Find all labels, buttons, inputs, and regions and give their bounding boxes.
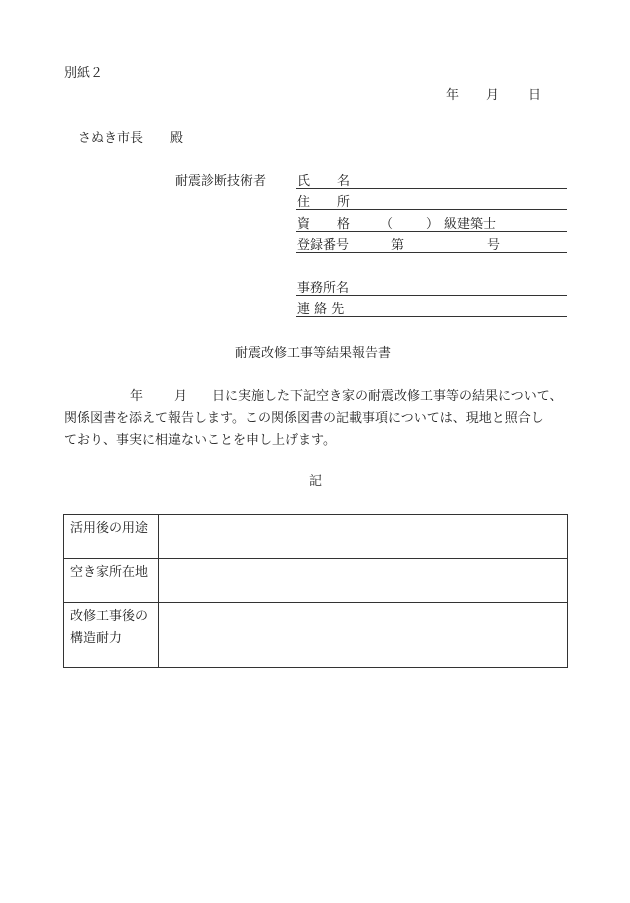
registration-underline (296, 252, 567, 253)
name-label-1: 氏 (297, 174, 311, 189)
row-value-location[interactable] (159, 559, 568, 603)
contact-label: 連 絡 先 (297, 302, 345, 317)
qualification-underline (296, 231, 567, 232)
row-label-structural (64, 603, 159, 668)
row-label-usage (64, 515, 159, 559)
qualification-label-1: 資 (297, 217, 311, 232)
row-value-usage[interactable] (159, 515, 568, 559)
table-row (64, 559, 568, 603)
applicant-role: 耐震診断技術者 (175, 174, 267, 189)
row-label-line: 活用後の用途 (70, 521, 149, 536)
row-label-location (64, 559, 159, 603)
date-year-label: 年 (446, 88, 460, 103)
body-line-1-rest: 日に実施した下記空き家の耐震改修工事等の結果について、 (212, 389, 563, 404)
table-row (64, 603, 568, 668)
name-underline (296, 188, 567, 189)
table-row (64, 515, 568, 559)
body-line-2: 関係図書を添えて報告します。この関係図書の記載事項については、現地と照合し (64, 411, 544, 426)
body-line-3: ており、事実に相違ないことを申し上げます。 (64, 433, 336, 448)
row-label-line: 改修工事後の (70, 609, 149, 624)
date-day-label: 日 (528, 88, 542, 103)
qualification-label-2: 格 (337, 217, 351, 232)
addressee-name: さぬき市長 (78, 131, 144, 146)
row-label-line: 空き家所在地 (70, 565, 149, 580)
contact-underline (296, 316, 567, 317)
details-table (63, 514, 568, 668)
registration-label: 登録番号 (297, 238, 350, 253)
body-year: 年 (130, 389, 144, 404)
ki-mark: 記 (309, 474, 323, 489)
qualification-suffix: 級建築士 (444, 217, 497, 232)
date-month-label: 月 (486, 88, 500, 103)
addressee-honorific: 殿 (170, 131, 184, 146)
qualification-paren-close: ） (426, 217, 440, 232)
office-underline (296, 295, 567, 296)
row-value-structural[interactable] (159, 603, 568, 668)
annex-label: 別紙２ (64, 66, 104, 81)
body-month: 月 (174, 389, 188, 404)
address-label-1: 住 (297, 195, 311, 210)
registration-dai: 第 (391, 238, 405, 253)
report-title: 耐震改修工事等結果報告書 (235, 346, 392, 361)
registration-go: 号 (487, 238, 501, 253)
row-label-line: 構造耐力 (70, 631, 123, 646)
address-underline (296, 209, 567, 210)
office-label: 事務所名 (297, 281, 350, 296)
address-label-2: 所 (337, 195, 351, 210)
qualification-paren-open: （ (380, 217, 394, 232)
name-label-2: 名 (337, 174, 351, 189)
